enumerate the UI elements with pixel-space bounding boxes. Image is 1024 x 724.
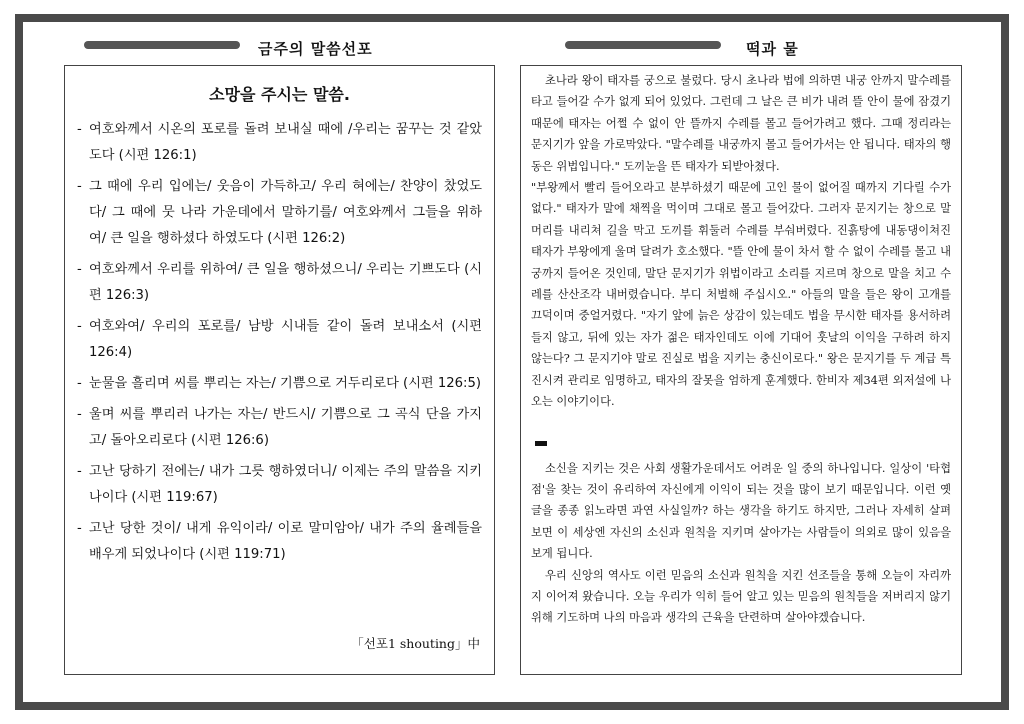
right-section-title: 떡과 물	[746, 40, 799, 58]
story-paragraph: "부왕께서 빨리 들어오라고 분부하셨기 때문에 고인 물이 없어질 때까지 기다릴 수가 없다." 태자가 말에 채찍을 먹이며 그대로 몰고 들어갔다. 그러자 문지기는 창으로 말 머리를 내리쳐 길을 막고 도끼를 휘둘러 수레를 부숴버렸다. 진흙탕에 내동댕이쳐진 태자가 부왕에게 울며 달려가 호소했다. "뜰 안에 물이 차서 할 수 없이 수레를 몰고 내궁까지 들어온 것인데, 말단 문지기가 위법이라고 소리를 지르며 창으로 말을 치고 수레를 산산조각 내버렸습니다. 부디 처벌해 주십시오." 아들의 말을 들은 왕이 고개를 끄덕이며 중얼거렸다. "자기 앞에 늙은 상감이 있는데도 법을 무시한 태자를 용서하려 들지 않고, 뒤에 있는 자가 젊은 태자인데도 이에 기대어 훗날의 이익을 구하려 하지 않는다? 그 문지기야 말로 진실로 법을 지키는 충신이로다." 왕은 문지기를 두 계급 특진시켜 관리로 임명하고, 태자의 잘못을 엄하게 훈계했다. 한비자 제34편 외저설에 나오는 이야기이다.	[531, 181, 951, 409]
verse-text: 울며 씨를 뿌리러 나가는 자는/ 반드시/ 기쁨으로 그 곡식 단을 가지고/ 돌아오리로다 (시편 126:6)	[89, 407, 482, 448]
left-section-bar	[84, 41, 240, 49]
verse-text: 여호와께서 시온의 포로를 돌려 보내실 때에 /우리는 꿈꾸는 것 같았도다 (시편 126:1)	[89, 122, 482, 163]
reflection-paragraph: 소신을 지키는 것은 사회 생활가운데서도 어려운 일 중의 하나입니다. 일상이 '타협점'을 찾는 것이 유리하여 자신에게 이익이 되는 것을 많이 보기 때문입니다. 이런 옛 글을 종종 읽노라면 과연 사실일까? 하는 생각을 하기도 하지만, 그러나 자세히 살펴보면 이 세상엔 자신의 소신과 원칙을 지키며 살아가는 사람들이 의외로 많이 있음을 보게 됩니다.	[531, 461, 951, 561]
story-panel	[520, 65, 962, 675]
verse-item: - 그 때에 우리 입에는/ 웃음이 가득하고/ 우리 혀에는/ 찬양이 찼었도다/ 그 때에 뭇 나라 가운데에서 말하기를/ 여호와께서 그들을 위하여/ 큰 일을 행하셨다 하였도다 (시편 126:2)	[77, 179, 482, 246]
story-paragraph: 초나라 왕이 태자를 궁으로 불렀다. 당시 초나라 법에 의하면 내궁 안까지 말수레를 타고 들어갈 수가 없게 되어 있었다. 그런데 그 날은 큰 비가 내려 뜰 안이 물에 잠겼기 때문에 태자는 어쩔 수 없이 안 뜰까지 수레를 몰고 들어가려고 했다. 그때 정리라는 문지기가 앞을 가로막았다. "말수레를 내궁까지 몰고 들어가서는 안 됩니다. 태자의 행동은 위법입니다." 도끼눈을 뜬 태자가 되받아쳤다.	[531, 74, 951, 173]
verse-text: 여호와께서 우리를 위하여/ 큰 일을 행하셨으니/ 우리는 기쁘도다 (시편 126:3)	[89, 262, 482, 303]
verse-item: - 눈물을 흘리며 씨를 뿌리는 자는/ 기쁨으로 거두리로다 (시편 126:5)	[77, 376, 482, 391]
left-section-title: 금주의 말씀선포	[258, 40, 373, 58]
verse-text: 그 때에 우리 입에는/ 웃음이 가득하고/ 우리 혀에는/ 찬양이 찼었도다/ 그 때에 뭇 나라 가운데에서 말하기를/ 여호와께서 그들을 위하여/ 큰 일을 행하셨다 하였도다 (시편 126:2)	[89, 179, 482, 246]
verse-item: - 울며 씨를 뿌리러 나가는 자는/ 반드시/ 기쁨으로 그 곡식 단을 가지고/ 돌아오리로다 (시편 126:6)	[77, 407, 482, 448]
verse-text: 고난 당하기 전에는/ 내가 그릇 행하였더니/ 이제는 주의 말씀을 지키나이다 (시편 119:67)	[89, 464, 482, 505]
verse-item: - 여호와여/ 우리의 포로를/ 남방 시내들 같이 돌려 보내소서 (시편 126:4)	[77, 319, 482, 360]
verse-text: 여호와여/ 우리의 포로를/ 남방 시내들 같이 돌려 보내소서 (시편 126:4)	[89, 319, 482, 360]
verse-list	[77, 117, 482, 568]
verse-heading: 소망을 주시는 말씀.	[209, 85, 350, 104]
verse-panel	[64, 65, 495, 675]
verse-item: - 고난 당하기 전에는/ 내가 그릇 행하였더니/ 이제는 주의 말씀을 지키나이다 (시편 119:67)	[77, 464, 482, 505]
right-section-bar	[565, 41, 721, 49]
verse-text: 눈물을 흘리며 씨를 뿌리는 자는/ 기쁨으로 거두리로다 (시편 126:5)	[89, 376, 482, 391]
verse-item: - 여호와께서 우리를 위하여/ 큰 일을 행하셨으니/ 우리는 기쁘도다 (시편 126:3)	[77, 262, 482, 303]
verse-item: - 고난 당한 것이/ 내게 유익이라/ 이로 말미암아/ 내가 주의 율례들을 배우게 되었나이다 (시편 119:71)	[77, 521, 482, 562]
verse-item: - 여호와께서 시온의 포로를 돌려 보내실 때에 /우리는 꿈꾸는 것 같았도다 (시편 126:1)	[77, 122, 482, 163]
verse-source: 「선포1 shouting」中	[351, 636, 480, 651]
reflection-paragraph: 우리 신앙의 역사도 이런 믿음의 소신과 원칙을 지킨 선조들을 통해 오늘이 자리까지 이어져 왔습니다. 오늘 우리가 익히 들어 알고 있는 믿음의 원칙들을 저버리지 않기 위해 기도하며 나의 마음과 생각의 근육을 단련하며 살아야겠습니다.	[531, 568, 951, 625]
section-divider-mark	[535, 441, 547, 446]
reflection-text	[531, 458, 951, 629]
story-text	[531, 70, 951, 413]
verse-text: 고난 당한 것이/ 내게 유익이라/ 이로 말미암아/ 내가 주의 율례들을 배우게 되었나이다 (시편 119:71)	[89, 521, 482, 562]
